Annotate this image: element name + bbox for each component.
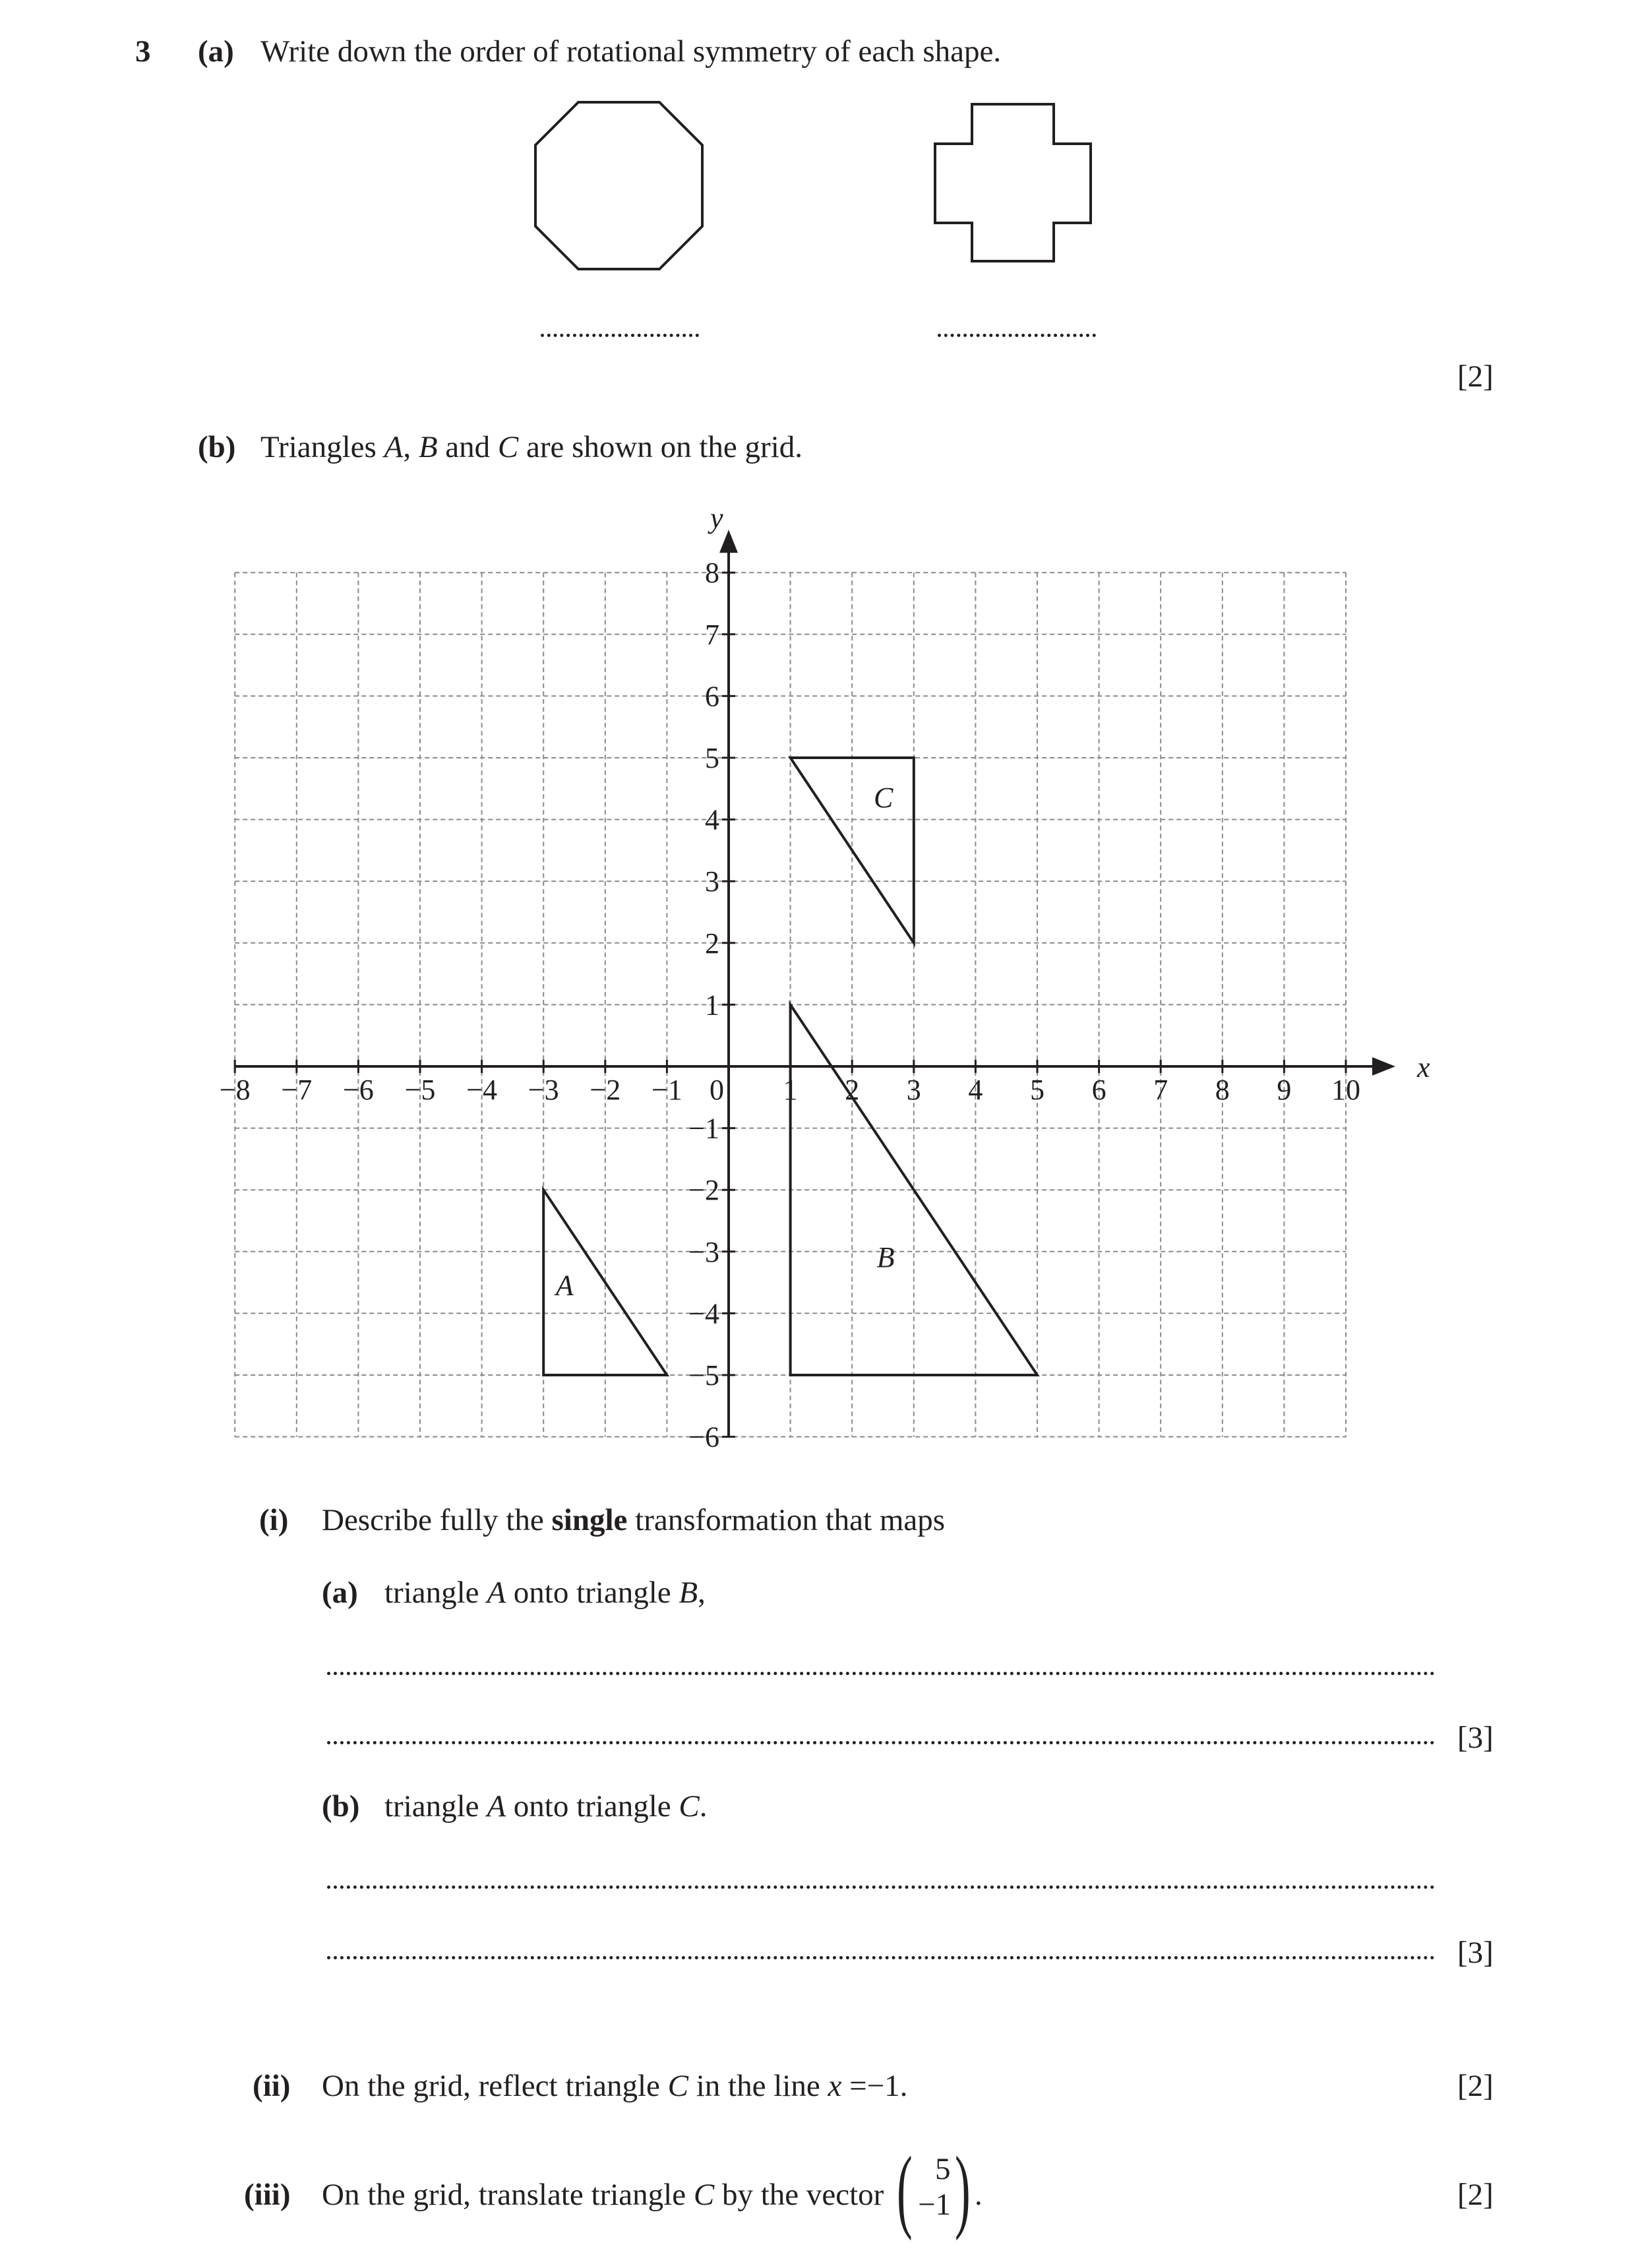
part-a-label: (a)	[198, 34, 234, 69]
vector-bottom-value: −1	[918, 2188, 952, 2222]
y-tick-label: −2	[688, 1174, 719, 1207]
sub-i-a-label: (a)	[322, 1576, 358, 1610]
x-tick-label: 5	[1030, 1074, 1045, 1106]
y-tick-label: −1	[688, 1112, 719, 1145]
sub-ii-marks: [2]	[1457, 2069, 1494, 2103]
x-tick-label: 9	[1277, 1074, 1292, 1106]
triangle-a-label: A	[555, 1269, 574, 1302]
sub-i-label: (i)	[259, 1503, 289, 1537]
x-tick-label: 8	[1215, 1074, 1230, 1106]
sub-iii-question: On the grid, translate triangle C by the vector	[322, 2178, 884, 2212]
sub-i-question: Describe fully the single transformation that maps	[322, 1503, 946, 1537]
part-a-marks: [2]	[1457, 359, 1494, 394]
x-tick-label: −6	[342, 1074, 374, 1106]
y-tick-label: −4	[688, 1297, 719, 1330]
sub-ii-question: On the grid, reflect triangle C in the line x =−1.	[322, 2069, 908, 2103]
part-b-intro: Triangles A, B and C are shown on the grid.	[260, 430, 803, 464]
x-tick-label: 0	[710, 1074, 724, 1106]
x-axis-arrow-icon	[1372, 1057, 1395, 1076]
part-b-label: (b)	[198, 430, 236, 464]
sub-i-b-answer-line-1[interactable]	[327, 1885, 1435, 1889]
sub-i-b-question: triangle A onto triangle C.	[384, 1789, 708, 1824]
x-axis-label: x	[1417, 1051, 1430, 1084]
x-tick-label: −2	[590, 1074, 621, 1106]
vector-left-paren: (	[897, 2137, 913, 2241]
y-tick-label: −5	[688, 1359, 719, 1392]
x-tick-label: −8	[219, 1074, 251, 1106]
sub-i-b-label: (b)	[322, 1789, 360, 1824]
x-tick-label: 1	[783, 1074, 798, 1106]
y-tick-label: 1	[705, 989, 719, 1022]
vector-right-paren: )	[955, 2137, 971, 2241]
sub-ii-label: (ii)	[253, 2069, 291, 2103]
triangle-b-label: B	[876, 1241, 895, 1274]
question-number: 3	[135, 34, 151, 69]
x-tick-label: −7	[281, 1074, 313, 1106]
sub-iii-label: (iii)	[244, 2178, 291, 2212]
y-tick-label: 2	[705, 927, 719, 960]
triangle-c-label: C	[873, 781, 894, 814]
x-tick-label: 10	[1331, 1074, 1360, 1106]
vector-full-stop: .	[975, 2178, 983, 2212]
sub-i-b-marks: [3]	[1457, 1936, 1494, 1970]
x-tick-label: 7	[1153, 1074, 1168, 1106]
x-tick-label: −5	[404, 1074, 436, 1106]
x-tick-label: 4	[968, 1074, 983, 1106]
y-tick-label: 7	[705, 618, 719, 651]
y-tick-label: 3	[705, 865, 719, 898]
y-tick-label: −6	[688, 1421, 719, 1454]
sub-i-a-marks: [3]	[1457, 1721, 1494, 1755]
sub-i-a-answer-line-2[interactable]	[327, 1741, 1435, 1744]
y-tick-label: 8	[705, 557, 719, 590]
part-a-question: Write down the order of rotational symmetry of each shape.	[260, 34, 1002, 69]
x-tick-label: 3	[906, 1074, 921, 1106]
x-tick-label: −4	[466, 1074, 498, 1106]
x-tick-label: −3	[528, 1074, 559, 1106]
vector-top-value: 5	[935, 2152, 951, 2186]
y-tick-label: −3	[688, 1235, 719, 1268]
sub-i-a-question: triangle A onto triangle B,	[384, 1576, 706, 1610]
y-tick-label: 4	[705, 803, 719, 836]
sub-i-a-answer-line-1[interactable]	[327, 1672, 1435, 1675]
sub-iii-marks: [2]	[1457, 2178, 1494, 2212]
x-tick-label: 6	[1091, 1074, 1106, 1106]
y-tick-label: 5	[705, 742, 719, 774]
x-tick-label: −1	[651, 1074, 682, 1106]
x-tick-label: 2	[845, 1074, 860, 1106]
y-tick-label: 6	[705, 680, 719, 713]
y-axis-label: y	[710, 502, 723, 535]
sub-i-b-answer-line-2[interactable]	[327, 1956, 1435, 1959]
